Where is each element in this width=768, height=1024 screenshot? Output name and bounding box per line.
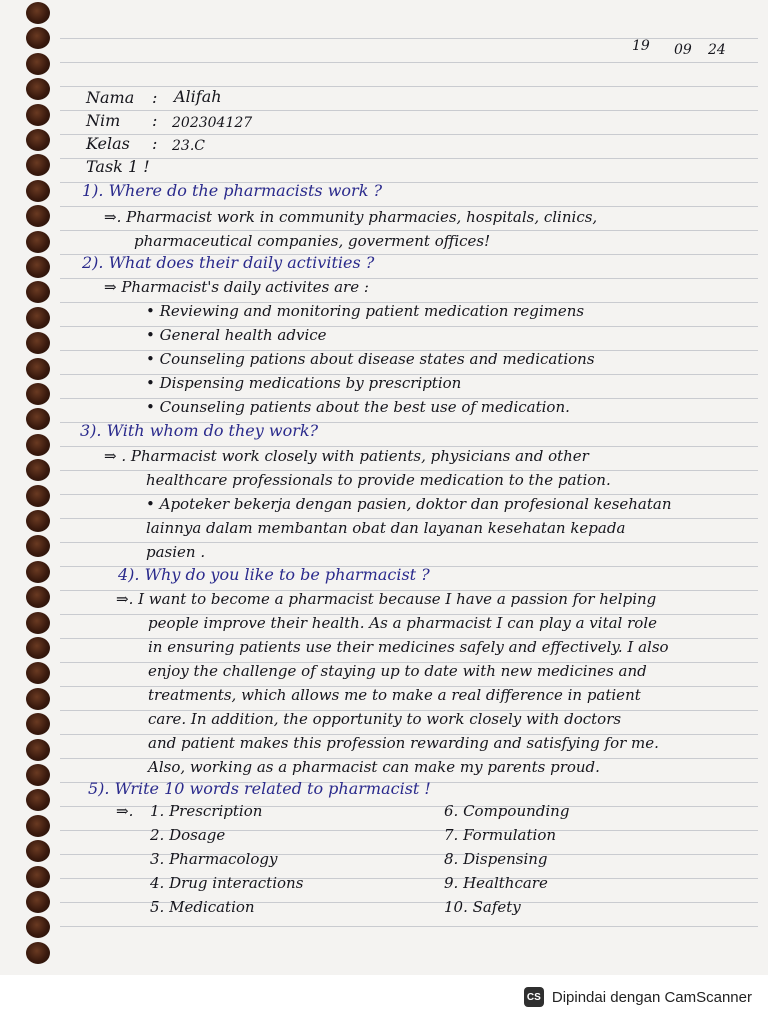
binder-hole: [26, 510, 50, 532]
answer-4-line: care. In addition, the opportunity to work closely with doctors: [148, 710, 622, 728]
word-list-item: 4. Drug interactions: [150, 874, 304, 892]
class-value: 23.C: [172, 138, 205, 154]
answer-5-arrow: ⇒.: [116, 802, 134, 820]
word-list-item: 1. Prescription: [150, 802, 263, 820]
camscanner-label: Dipindai dengan CamScanner: [551, 988, 752, 1006]
binder-hole: [26, 256, 50, 278]
word-list-item: 6. Compounding: [444, 802, 570, 820]
class-separator: :: [152, 134, 158, 153]
answer-2-bullet: • Counseling pations about disease states and medications: [146, 350, 595, 368]
question-4: 4). Why do you like to be pharmacist ?: [118, 565, 430, 584]
name-label: Nama: [86, 88, 135, 107]
ruled-line: [60, 38, 758, 39]
ruled-line: [60, 158, 758, 159]
word-list-item: 5. Medication: [150, 898, 255, 916]
date-day: 19: [632, 38, 650, 54]
binder-hole: [26, 713, 50, 735]
class-label: Kelas: [86, 134, 130, 153]
ruled-line: [60, 110, 758, 111]
answer-2-bullet: • Counseling patients about the best use of medication.: [146, 398, 570, 416]
answer-4-line: ⇒. I want to become a pharmacist because I have a passion for helping: [116, 590, 657, 608]
answer-3-line: ⇒ . Pharmacist work closely with patients, physicians and other: [104, 447, 589, 465]
question-1: 1). Where do the pharmacists work ?: [82, 181, 383, 200]
name-separator: :: [152, 88, 158, 107]
answer-2-bullet: • Dispensing medications by prescription: [146, 374, 462, 392]
binder-hole: [26, 383, 50, 405]
answer-4-line: Also, working as a pharmacist can make my parents proud.: [148, 758, 600, 776]
binder-hole: [26, 231, 50, 253]
binder-hole: [26, 154, 50, 176]
binder-hole: [26, 891, 50, 913]
date-month: 09: [674, 42, 692, 58]
answer-3-bullet-line: pasien .: [146, 543, 206, 561]
task-title: Task 1 !: [86, 157, 150, 176]
ruled-line: [60, 134, 758, 135]
camscanner-watermark: [524, 982, 752, 1012]
binder-hole: [26, 662, 50, 684]
binder-hole: [26, 764, 50, 786]
binder-hole: [26, 205, 50, 227]
word-list-item: 9. Healthcare: [444, 874, 548, 892]
word-list-item: 7. Formulation: [444, 826, 557, 844]
binder-hole: [26, 535, 50, 557]
binder-hole: [26, 129, 50, 151]
binder-hole: [26, 688, 50, 710]
binder-hole: [26, 27, 50, 49]
answer-1-line: pharmaceutical companies, goverment offices!: [134, 232, 491, 250]
answer-2-intro: ⇒ Pharmacist's daily activites are :: [104, 278, 369, 296]
answer-4-line: enjoy the challenge of staying up to date with new medicines and: [148, 662, 647, 680]
binder-hole: [26, 637, 50, 659]
binder-hole: [26, 561, 50, 583]
binder-hole: [26, 612, 50, 634]
answer-4-line: treatments, which allows me to make a real difference in patient: [148, 686, 641, 704]
answer-3-bullet: • Apoteker bekerja dengan pasien, doktor dan profesional kesehatan: [146, 495, 672, 513]
binder-hole: [26, 358, 50, 380]
nim-value: 202304127: [172, 115, 253, 131]
word-list-item: 8. Dispensing: [444, 850, 548, 868]
answer-4-line: in ensuring patients use their medicines safely and effectively. I also: [148, 638, 669, 656]
binder-hole: [26, 739, 50, 761]
question-3: 3). With whom do they work?: [80, 421, 319, 440]
word-list-item: 2. Dosage: [150, 826, 226, 844]
answer-4-line: people improve their health. As a pharmacist I can play a vital role: [148, 614, 657, 632]
binder-hole: [26, 586, 50, 608]
answer-2-bullet: • General health advice: [146, 326, 327, 344]
binder-hole: [26, 840, 50, 862]
binder-hole: [26, 281, 50, 303]
question-2: 2). What does their daily activities ?: [82, 253, 375, 272]
camscanner-logo-icon: CS: [524, 987, 544, 1007]
date-year: 24: [708, 42, 726, 58]
word-list-item: 10. Safety: [444, 898, 521, 916]
word-list-item: 3. Pharmacology: [150, 850, 278, 868]
binder-hole: [26, 485, 50, 507]
ruled-line: [60, 926, 758, 927]
answer-3-bullet-line: lainnya dalam membantan obat dan layanan kesehatan kepada: [146, 519, 626, 537]
answer-1-line: ⇒. Pharmacist work in community pharmacies, hospitals, clinics,: [104, 208, 598, 226]
binder-hole: [26, 180, 50, 202]
name-value: Alifah: [174, 87, 222, 106]
nim-label: Nim: [86, 111, 121, 130]
binder-hole: [26, 104, 50, 126]
binder-hole: [26, 434, 50, 456]
ruled-line: [60, 86, 758, 87]
binder-hole: [26, 408, 50, 430]
question-5: 5). Write 10 words related to pharmacist !: [88, 779, 431, 798]
binder-hole: [26, 332, 50, 354]
ruled-line: [60, 62, 758, 63]
binder-hole: [26, 53, 50, 75]
binder-hole: [26, 2, 50, 24]
binder-hole: [26, 942, 50, 964]
binder-hole: [26, 78, 50, 100]
answer-2-bullet: • Reviewing and monitoring patient medication regimens: [146, 302, 585, 320]
answer-3-line: healthcare professionals to provide medication to the pation.: [146, 471, 611, 489]
binder-hole: [26, 789, 50, 811]
binder-hole: [26, 916, 50, 938]
binder-hole: [26, 459, 50, 481]
binder-hole: [26, 866, 50, 888]
nim-separator: :: [152, 111, 158, 130]
binder-hole: [26, 815, 50, 837]
binder-hole: [26, 307, 50, 329]
binder-holes: [26, 0, 52, 975]
answer-4-line: and patient makes this profession rewarding and satisfying for me.: [148, 734, 659, 752]
